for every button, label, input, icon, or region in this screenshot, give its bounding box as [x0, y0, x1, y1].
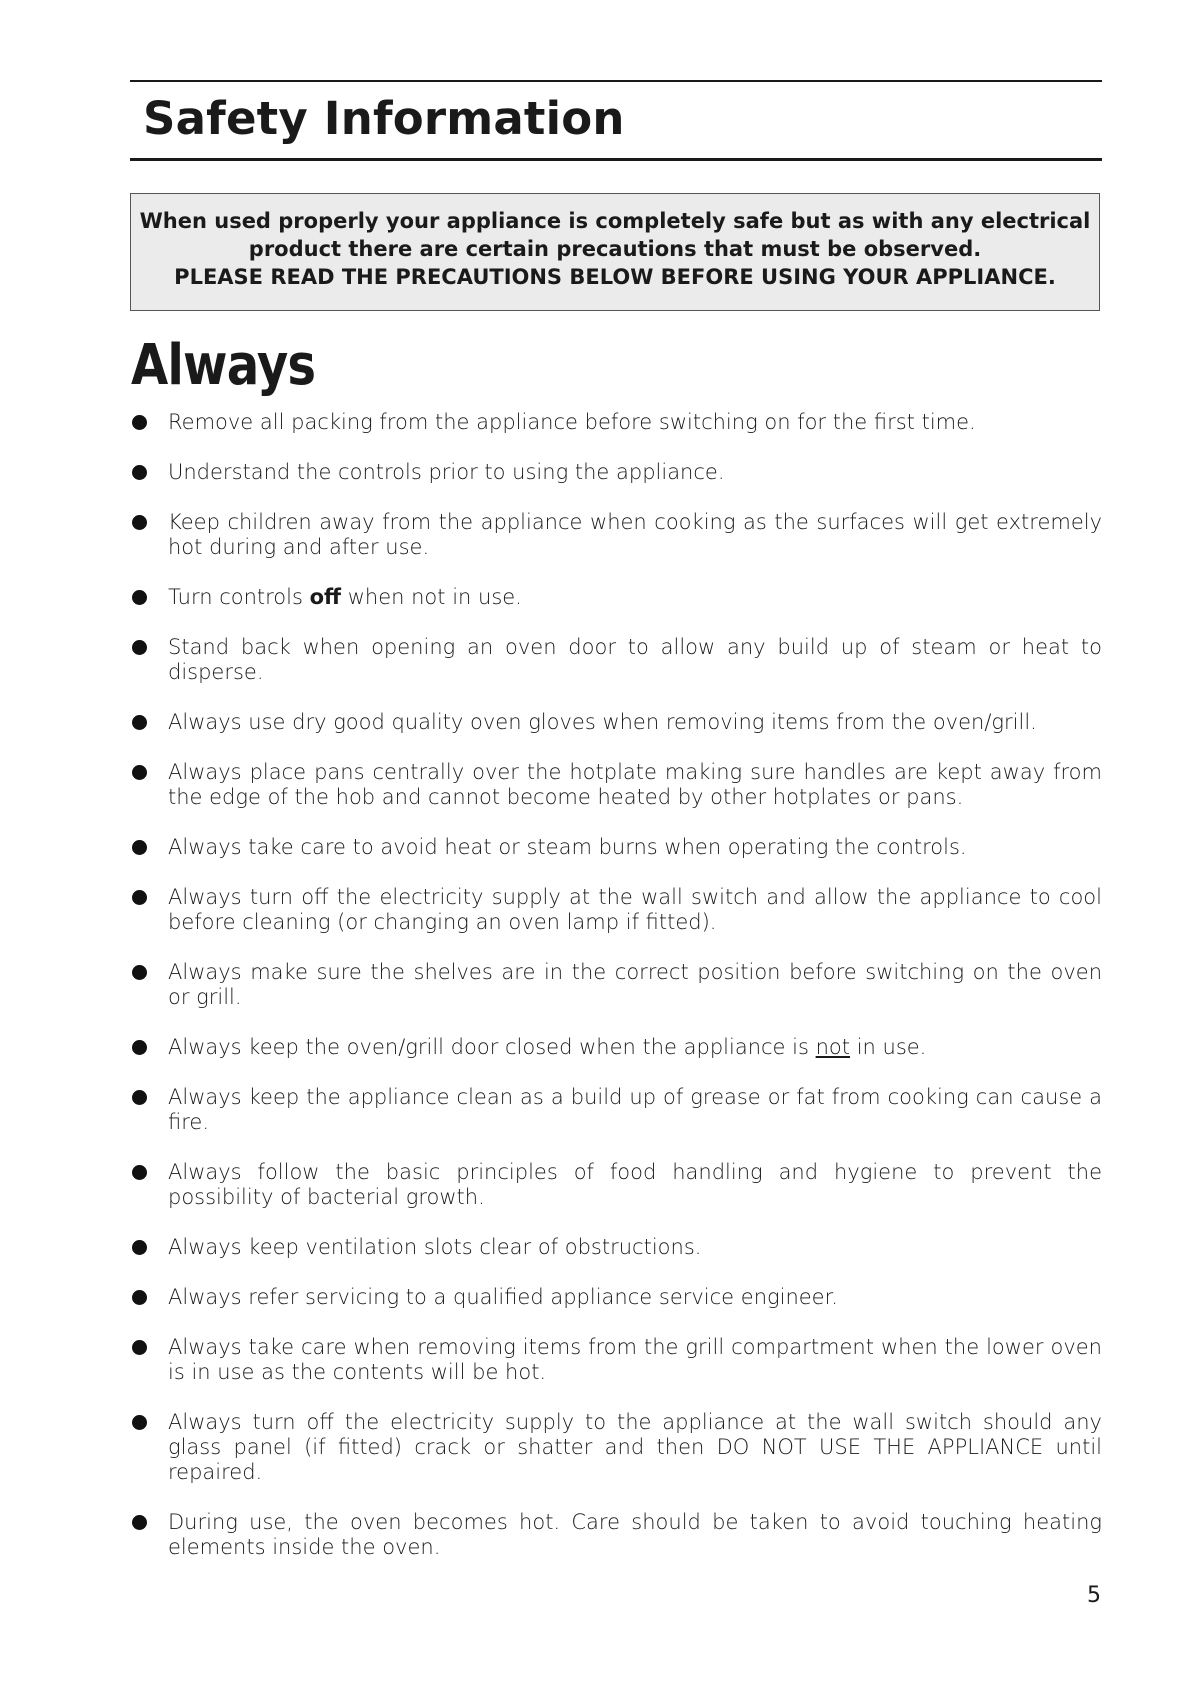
bullet-icon: [132, 1090, 147, 1105]
header-rule-top: [130, 80, 1102, 82]
emphasis-off: off: [309, 585, 342, 609]
list-item: [130, 960, 1102, 1010]
list-item: [130, 1335, 1102, 1385]
bullet-icon: [132, 1415, 147, 1430]
list-item-text: Always place pans centrally over the hotplate making sure handles are kept away from the edge of the hob and cannot become heated by other hotplates or pans.: [168, 760, 1102, 809]
bullet-icon: [132, 1240, 147, 1255]
list-item-text: Always follow the basic principles of food handling and hygiene to prevent the possibility of bacterial growth.: [168, 1160, 1102, 1209]
notice-text: When used properly your appliance is completely safe but as with any electrical product there are certain precautions that must be observed.: [139, 209, 1091, 261]
list-item-text: Always refer servicing to a qualified appliance service engineer.: [168, 1285, 838, 1309]
bullet-icon: [132, 1290, 147, 1305]
list-item-text: Always take care to avoid heat or steam burns when operating the controls.: [168, 835, 967, 859]
list-item-text: Always turn off the electricity supply to the appliance at the wall switch should any glass panel (if fitted) crack or shatter and then DO NOT USE THE APPLIANCE until repaired.: [168, 1410, 1102, 1484]
bullet-icon: [132, 1515, 147, 1530]
bullet-icon: [132, 890, 147, 905]
list-item-text-end: in use.: [850, 1035, 927, 1059]
list-item-text-start: Always keep the oven/grill door closed when the appliance is: [168, 1035, 816, 1059]
bullet-icon: [132, 1040, 147, 1055]
page-number: 5: [1087, 1583, 1101, 1608]
list-item-text: Stand back when opening an oven door to allow any build up of steam or heat to disperse.: [168, 635, 1102, 684]
section-heading: Always: [131, 333, 316, 398]
list-item-text: Always make sure the shelves are in the correct position before switching on the oven or grill.: [168, 960, 1102, 1009]
list-item-text-end: when not in use.: [341, 585, 522, 609]
list-item: [130, 760, 1102, 810]
list-item-text: Understand the controls prior to using the appliance.: [168, 460, 725, 484]
list-item: [130, 710, 1102, 735]
list-item-text: Remove all packing from the appliance before switching on for the first time.: [168, 410, 976, 434]
list-item: [130, 1235, 1102, 1260]
bullet-icon: [132, 1340, 147, 1355]
list-item: [130, 585, 1102, 610]
list-item: [130, 1285, 1102, 1310]
emphasis-not: not: [815, 1035, 851, 1059]
page-title: Safety Information: [143, 92, 625, 145]
list-item: [130, 1410, 1102, 1485]
list-item: [130, 410, 1102, 435]
list-item: [130, 1035, 1102, 1060]
notice-warning: PLEASE READ THE PRECAUTIONS BELOW BEFORE USING YOUR APPLIANCE.: [174, 265, 1056, 289]
list-item: [130, 1510, 1102, 1560]
bullet-icon: [132, 590, 147, 605]
bullet-icon: [132, 715, 147, 730]
list-item-text: Always take care when removing items from the grill compartment when the lower oven is in use as the contents will be hot.: [168, 1335, 1102, 1384]
list-item: [130, 510, 1102, 560]
list-item: [130, 1085, 1102, 1135]
list-item: [130, 835, 1102, 860]
list-item: [130, 885, 1102, 935]
header-rule-bottom: [130, 158, 1102, 161]
list-item-text: Keep children away from the appliance when cooking as the surfaces will get extremely hot during and after use.: [168, 510, 1102, 559]
bullet-icon: [132, 465, 147, 480]
list-item: [130, 635, 1102, 685]
bullet-icon: [132, 1165, 147, 1180]
bullet-icon: [132, 765, 147, 780]
list-item-text: Always use dry good quality oven gloves when removing items from the oven/grill.: [168, 710, 1037, 734]
list-item-text: Always turn off the electricity supply at the wall switch and allow the appliance to cool before cleaning (or changing an oven lamp if fitted).: [168, 885, 1102, 934]
list-item-text: During use, the oven becomes hot. Care should be taken to avoid touching heating elements inside the oven.: [168, 1510, 1102, 1559]
bullet-icon: [132, 640, 147, 655]
bullet-icon: [132, 415, 147, 430]
precautions-list: [130, 410, 1102, 1585]
safety-notice-box: [130, 193, 1100, 311]
list-item-text-start: Turn controls: [168, 585, 310, 609]
list-item: [130, 1160, 1102, 1210]
bullet-icon: [132, 515, 147, 530]
bullet-icon: [132, 840, 147, 855]
list-item: [130, 460, 1102, 485]
bullet-icon: [132, 965, 147, 980]
list-item-text: Always keep ventilation slots clear of obstructions.: [168, 1235, 702, 1259]
list-item-text: Always keep the appliance clean as a build up of grease or fat from cooking can cause a fire.: [168, 1085, 1102, 1134]
